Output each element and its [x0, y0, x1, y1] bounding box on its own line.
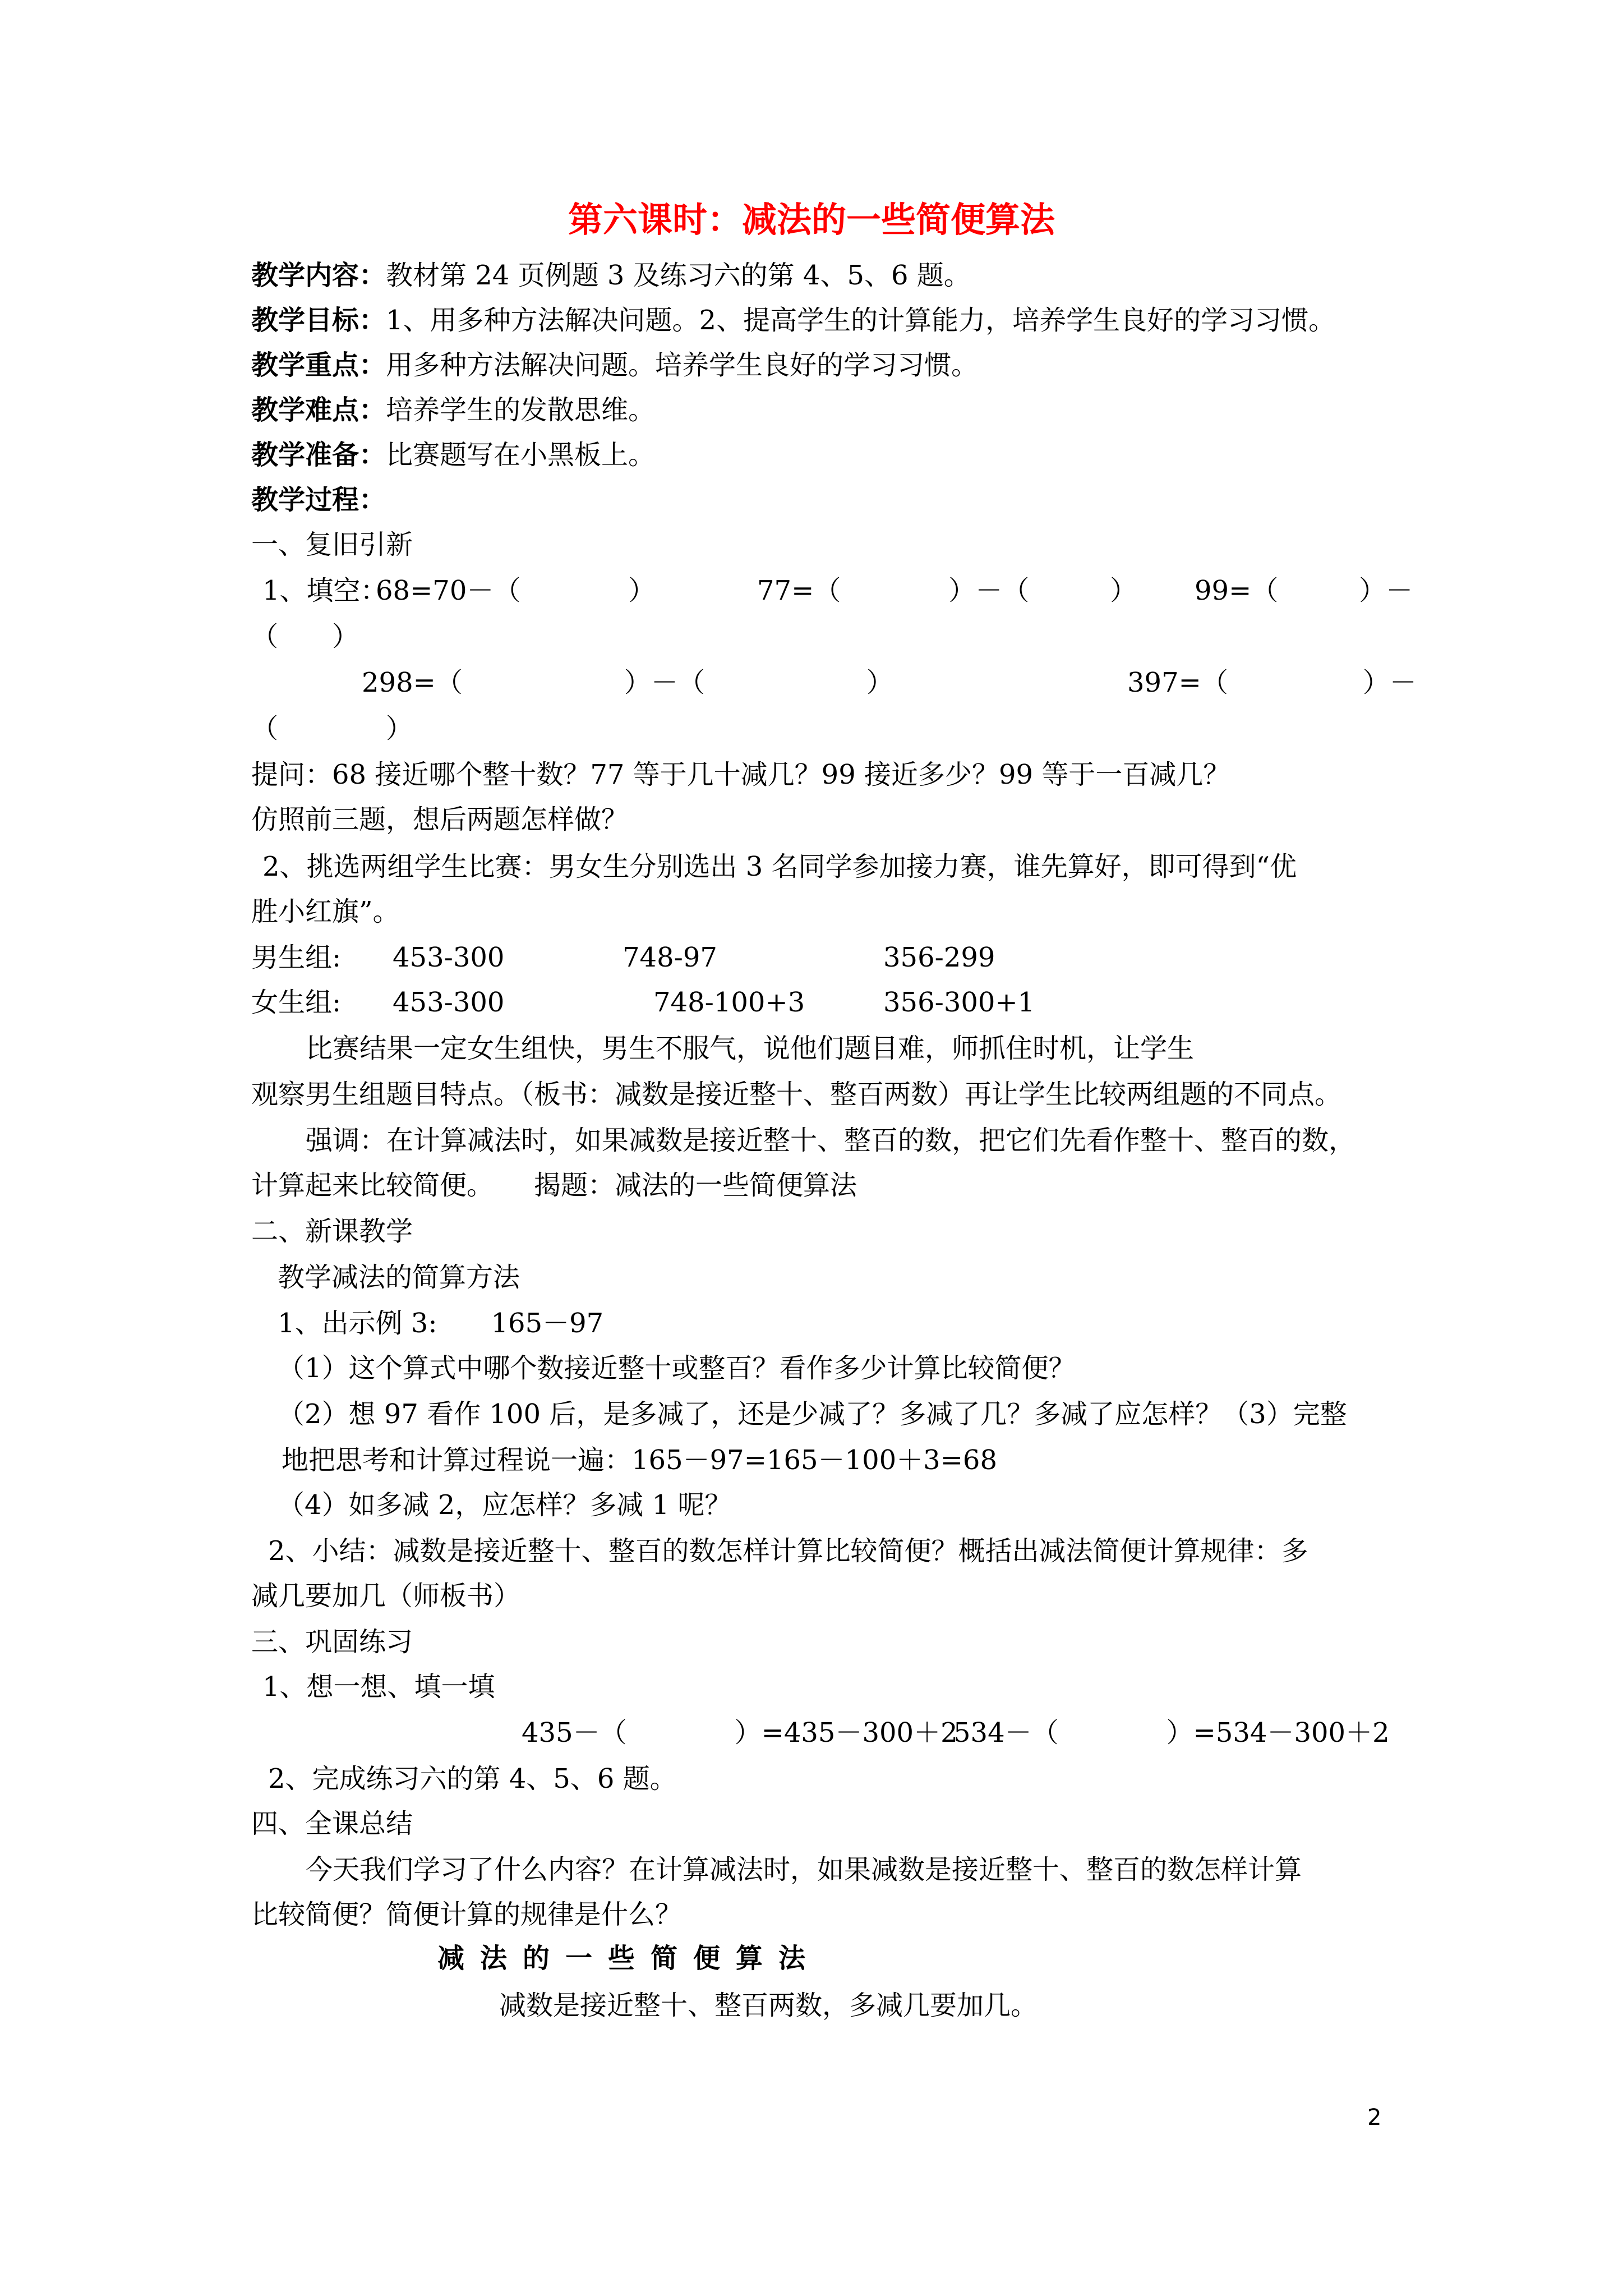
meta-content-label: 教学内容： [251, 260, 386, 291]
fill-label: 1、填空： [262, 575, 388, 606]
contest-line-1: 2、挑选两组学生比赛：男女生分别选出 3 名同学参加接力赛，谁先算好，即可得到“优 [262, 851, 1297, 882]
meta-goal [251, 303, 1335, 338]
boys-label: 男生组: [251, 942, 342, 973]
meta-goal-label: 教学目标： [251, 305, 386, 336]
summary-line-1: 2、小结：减数是接近整十、整百的数怎样计算比较简便？概括出减法简便计算规律：多 [268, 1535, 1308, 1567]
question-1: （1）这个算式中哪个数接近整十或整百？看作多少计算比较简便？ [278, 1352, 1076, 1384]
example-line: 1、出示例 3: 165－97 [278, 1308, 604, 1339]
section3-heading: 三、巩固练习 [251, 1626, 413, 1658]
boys-item: 748-97 [623, 942, 717, 973]
fill-d: 298=（ ）－（ ） [362, 667, 893, 698]
section2-sub: 教学减法的简算方法 [278, 1262, 520, 1293]
meta-goal-text: 1、用多种方法解决问题。2、提高学生的计算能力，培养学生良好的学习习惯。 [386, 305, 1336, 336]
fill-a: 68=70－（ ） [376, 575, 656, 606]
girls-item: 748-100+3 [653, 987, 805, 1018]
question-4: （4）如多减 2，应怎样？多减 1 呢？ [278, 1489, 732, 1521]
meta-content-text: 教材第 24 页例题 3 及练习六的第 4、5、6 题。 [386, 260, 971, 291]
meta-focus-label: 教学重点： [251, 349, 386, 381]
boys-item: 453-300 [393, 942, 505, 973]
section1-heading: 一、复旧引新 [251, 529, 413, 560]
board-title: 减法的一些简便算法 [437, 1943, 822, 1974]
practice-item-2: 2、完成练习六的第 4、5、6 题。 [268, 1763, 677, 1795]
meta-preparation-text: 比赛题写在小黑板上。 [386, 439, 656, 471]
meta-preparation-label: 教学准备： [251, 439, 386, 471]
contest-line-2: 胜小红旗”。 [251, 896, 400, 927]
girls-label: 女生组: [251, 987, 342, 1018]
summary-text-2: 比较简便？简便计算的规律是什么？ [251, 1899, 683, 1930]
question-2: （2）想 97 看作 100 后，是多减了，还是少减了？多减了几？多减了应怎样？（3）完整 [278, 1398, 1347, 1430]
fill-e: 397=（ ）－ [1127, 667, 1417, 698]
practice-fill-a: 435－（ ）=435－300＋2 [522, 1717, 958, 1749]
section2-heading: 二、新课教学 [251, 1216, 413, 1247]
meta-focus [251, 348, 978, 383]
meta-preparation [251, 438, 655, 472]
result-line-2: 观察男生组题目特点。（板书：减数是接近整十、整百两数）再让学生比较两组题的不同点。 [251, 1079, 1342, 1110]
girls-item: 453-300 [393, 987, 505, 1018]
fill-c: 99=（ ）－ [1195, 575, 1413, 606]
page-title: 第六课时：减法的一些简便算法 [568, 199, 1055, 240]
question: 提问：68 接近哪个整十数？77 等于几十减几？99 接近多少？99 等于一百减几？ [251, 759, 1230, 790]
fill-e-cont: （ ） [251, 713, 413, 744]
meta-focus-text: 用多种方法解决问题。培养学生良好的学习习惯。 [386, 349, 979, 381]
question-3: 地把思考和计算过程说一遍：165－97=165－100＋3=68 [282, 1444, 997, 1476]
imitate: 仿照前三题，想后两题怎样做？ [251, 804, 629, 835]
board-text: 减数是接近整十、整百两数，多减几要加几。 [499, 1990, 1038, 2021]
boys-item: 356-299 [883, 942, 995, 973]
meta-process [251, 482, 386, 517]
fill-b: 77=（ ）－（ ） [757, 575, 1137, 606]
meta-difficulty-text: 培养学生的发散思维。 [386, 394, 656, 426]
practice-item-1: 1、想一想、填一填 [262, 1671, 495, 1703]
emphasis-line-2: 计算起来比较简便。 揭题：减法的一些简便算法 [251, 1170, 857, 1201]
page-number: 2 [1367, 2105, 1382, 2131]
girls-item: 356-300+1 [883, 987, 1035, 1018]
meta-difficulty [251, 393, 655, 427]
summary-text-1: 今天我们学习了什么内容？在计算减法时，如果减数是接近整十、整百的数怎样计算 [306, 1854, 1302, 1885]
fill-c-cont: （ ） [251, 621, 359, 652]
result-line-1: 比赛结果一定女生组快，男生不服气，说他们题目难，师抓住时机，让学生 [306, 1033, 1195, 1064]
summary-line-2: 减几要加几（师板书） [251, 1580, 521, 1612]
meta-difficulty-label: 教学难点： [251, 394, 386, 426]
section4-heading: 四、全课总结 [251, 1808, 413, 1839]
emphasis-line-1: 强调：在计算减法时，如果减数是接近整十、整百的数，把它们先看作整十、整百的数， [306, 1125, 1356, 1156]
practice-fill-b: 534－（ ）=534－300＋2 [953, 1717, 1390, 1749]
meta-process-label: 教学过程： [251, 484, 386, 516]
meta-content [251, 258, 971, 293]
